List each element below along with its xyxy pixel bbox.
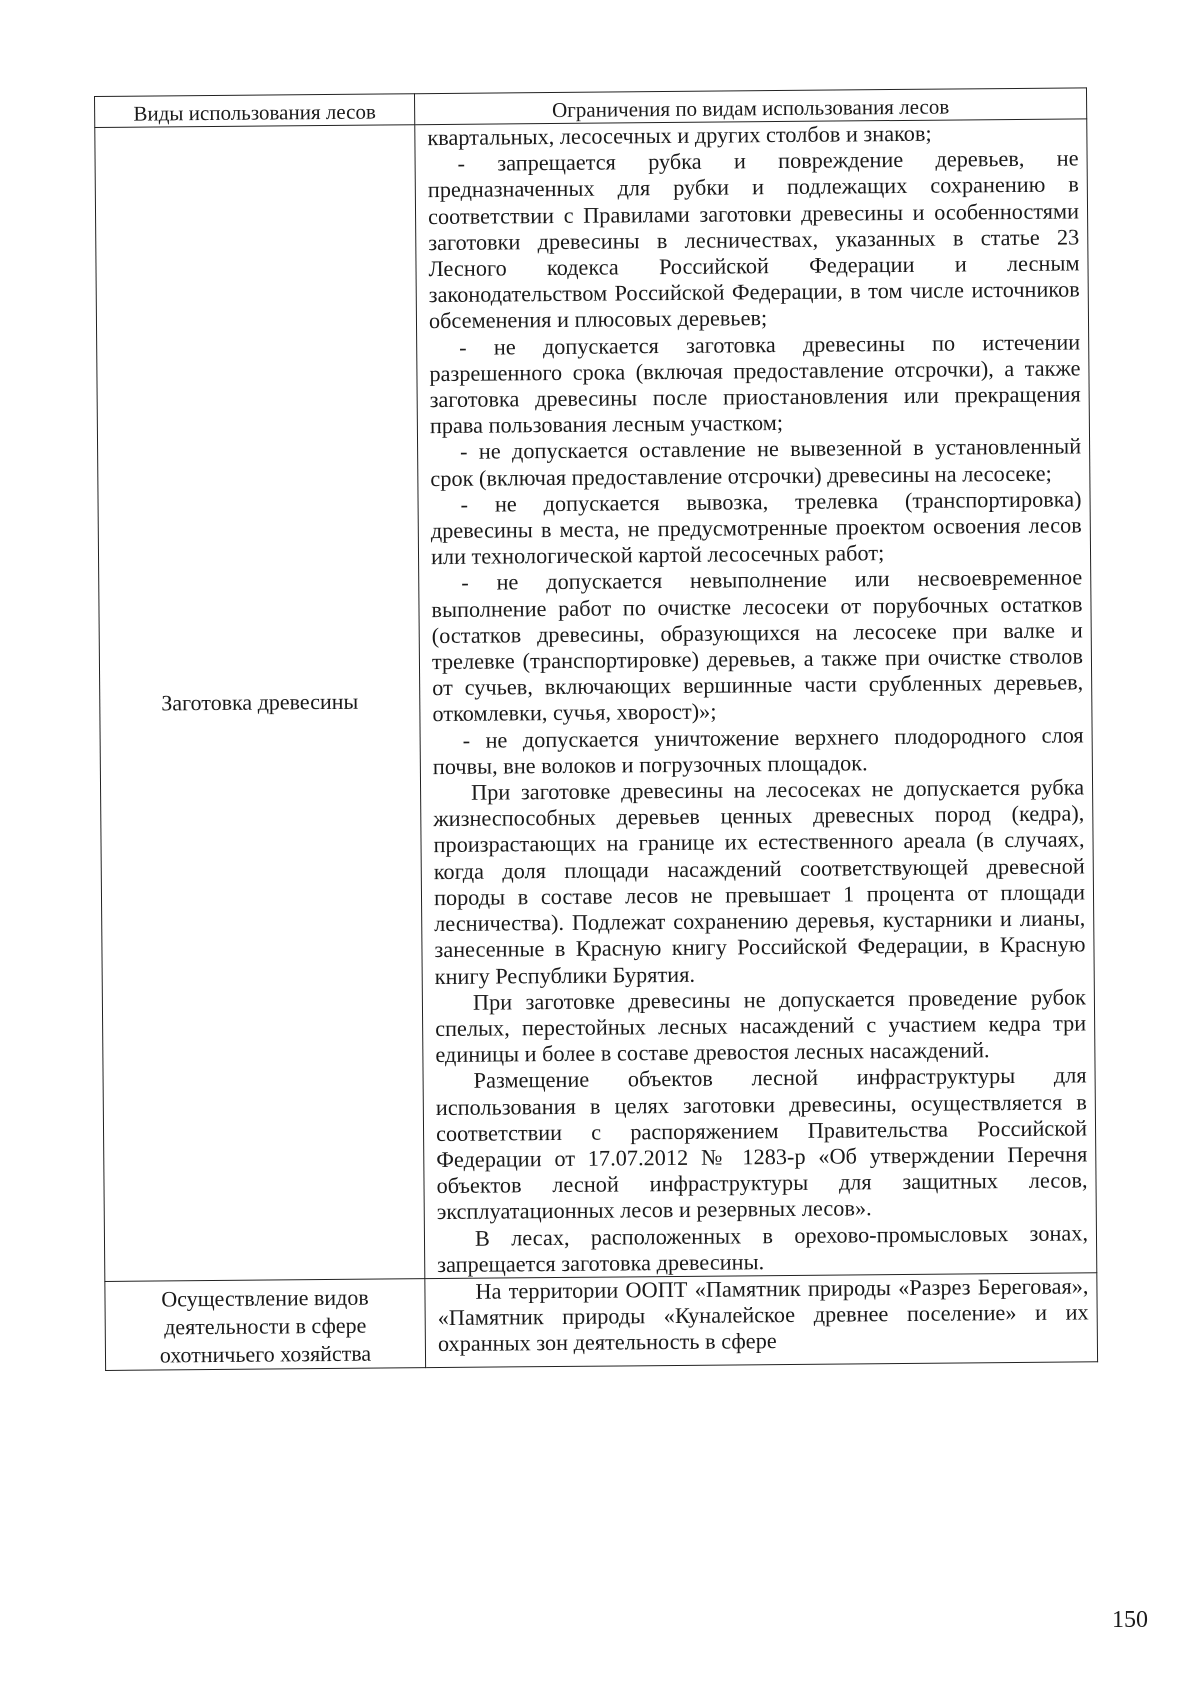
- list-item: - не допускается вывозка, трелевка (транспортировка) древесины в места, не предусмотренные проектом освоения лесов или технологической картой лесосечных работ;: [430, 486, 1082, 570]
- forest-use-restrictions-table: [94, 87, 1098, 1371]
- table-row: [105, 1273, 1098, 1371]
- list-item: - не допускается невыполнение или несвоевременное выполнение работ по очистке лесосеки от порубочных остатков (остатков древесины, образующихся на лесосеке при валке и трелевке (транспортировке) деревьев, а также при очистке стволов от сучьев, включающих вершинные части срубленных деревьев, откомлевки, сучья, хворост)»;: [431, 564, 1084, 727]
- table-row: [95, 119, 1097, 1282]
- paragraph: На территории ООПТ «Памятник природы «Разрез Береговая», «Памятник природы «Куналейское древнее поселение» и их охранных зон деятельность в сфере: [437, 1273, 1089, 1357]
- header-limits: Ограничения по видам использования лесов: [414, 88, 1086, 125]
- paragraph: Размещение объектов лесной инфраструктуры для использования в целях заготовки древесины, осуществляется в соответствии с распоряжением Правительства Российской Федерации от 17.07.2012 № 1283-р «Об утверждении Перечня объектов лесной инфраструктуры для защитных лесов, эксплуатационных лесов и резервных лесов».: [435, 1062, 1088, 1225]
- header-kind: Виды использования лесов: [95, 94, 415, 128]
- list-item: - запрещается рубка и повреждение деревьев, не предназначенных для рубки и подлежащих сохранению в соответствии с Правилами заготовки древесины и особенностями заготовки древесины в лесничествах, указанных в статье 23 Лесного кодекса Российской Федерации и лесным законодательством Российской Федерации, в том числе источников обсеменения и плюсовых деревьев;: [427, 145, 1080, 334]
- list-item: - не допускается оставление не вывезенной в установленный срок (включая предоставление отсрочки) древесины на лесосеке;: [430, 433, 1082, 491]
- row-limits-cell: [425, 1273, 1098, 1368]
- page-number: 150: [1112, 1607, 1148, 1633]
- row-kind-cell: Заготовка древесины: [95, 125, 425, 1282]
- paragraph: При заготовке древесины на лесосеках не допускается рубка жизнеспособных деревьев ценных древесных пород (кедра), произрастающих на границе их естественного ареала (в случаях, когда доля площади насаждений соответствующей древесной породы в составе лесов не превышает 1 процента от площади лесничества). Подлежат сохранению деревья, кустарники и лианы, занесенные в Красную книгу Российской Федерации, в Красную книгу Республики Бурятия.: [433, 774, 1086, 989]
- paragraph: При заготовке древесины не допускается проведение рубок спелых, перестойных лесных насаждений с участием кедра три единицы и более в составе древостоя лесных насаждений.: [435, 984, 1087, 1068]
- list-item: - не допускается заготовка древесины по истечении разрешенного срока (включая предоставление отсрочки), а также заготовка древесины после приостановления или прекращения права пользования лесным участком;: [429, 329, 1081, 439]
- paragraph: квартальных, лесосечных и других столбов и знаков;: [427, 120, 932, 151]
- list-item: - не допускается уничтожение верхнего плодородного слоя почвы, вне волоков и погрузочных площадок.: [432, 722, 1084, 779]
- paragraph: В лесах, расположенных в орехово-промысловых зонах, запрещается заготовка древесины.: [437, 1219, 1089, 1277]
- row-kind-cell: Осуществление видов деятельности в сфере охотничьего хозяйства: [105, 1279, 426, 1371]
- row-limits-cell: [415, 119, 1097, 1279]
